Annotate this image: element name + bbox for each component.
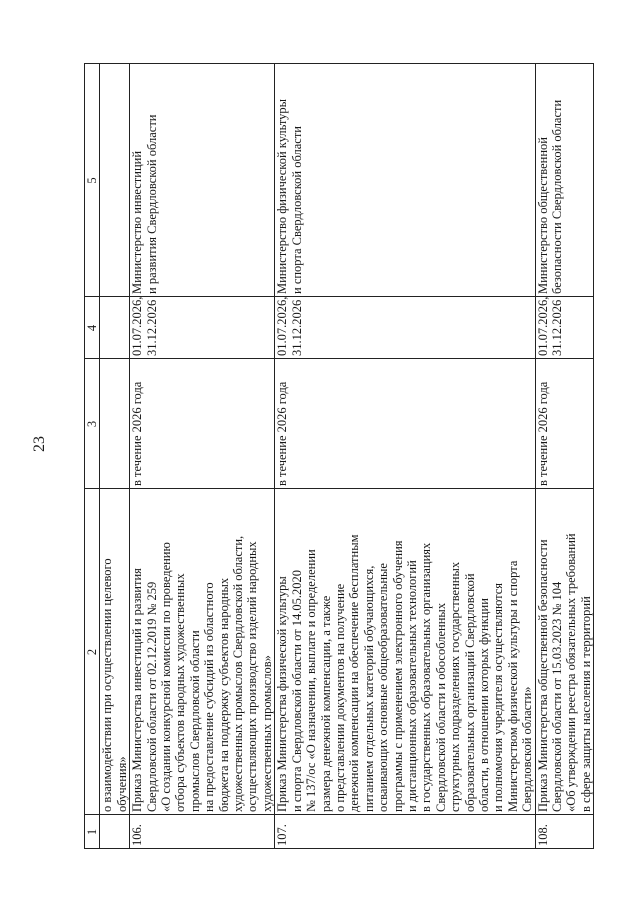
term-cell: в течение 2026 года xyxy=(275,359,535,489)
responsible-cell: Министерство физической культуры и спорта Свердловской области xyxy=(275,64,535,297)
document-cell: Приказ Министерства физической культуры и спорта Свердловской области от 14.05.2020 № 137/ос «О назначении, выплате и определении размера денежной компенсации, а также о представлении документов на получение денежной компенсации на обеспечение бесплатным питанием отдельных категорий обучающихся, осваивающих основные общеобразовательные программы с применением электронного обучения и дистанционных образовательных технологий в государственных образовательных организациях Свердловской области и обособленных структурных подразделениях государственных образовательных организаций Свердловской области, в отношении которых функции и полномочия учредителя осуществляются Министерством физической культуры и спорта Свердловской области» xyxy=(275,489,535,815)
header-row xyxy=(85,64,100,849)
table-row xyxy=(130,64,275,849)
responsible-cell: Министерство инвестиций и развития Свердловской области xyxy=(130,64,275,297)
term-cell: в течение 2026 года xyxy=(130,359,275,489)
table-row xyxy=(275,64,535,849)
document-cell: Приказ Министерства инвестиций и развития Свердловской области от 02.12.2019 № 259 «О создании конкурсной комиссии по проведению отбора субъектов народных художественных промыслов Свердловской области на предоставление субсидий из областного бюджета на поддержку субъектов народных художественных промыслов Свердловской области, осуществляющих производство изделий народных художественных промыслов» xyxy=(130,489,275,815)
document-cell: Приказ Министерства общественной безопасности Свердловской области от 15.03.2023 № 104 «Об утверждении реестра обязательных требований в сфере защиты населения и территорий xyxy=(535,489,594,815)
term-cell: в течение 2026 года xyxy=(535,359,594,489)
document-table xyxy=(84,63,594,849)
row-number: 107. xyxy=(275,815,535,849)
header-col-5: 5 xyxy=(85,64,100,297)
table-row xyxy=(535,64,594,849)
row-number: 108. xyxy=(535,815,594,849)
header-col-4: 4 xyxy=(85,297,100,359)
header-col-3: 3 xyxy=(85,359,100,489)
continuation-row xyxy=(100,64,130,849)
page-number: 23 xyxy=(31,436,48,452)
dates-cell: 01.07.2026, 31.12.2026 xyxy=(275,297,535,359)
continuation-text: о взаимодействии при осуществлении целевого обучения» xyxy=(100,489,130,815)
dates-cell: 01.07.2026, 31.12.2026 xyxy=(130,297,275,359)
header-col-1: 1 xyxy=(85,815,100,849)
responsible-cell: Министерство общественной безопасности Свердловской области xyxy=(535,64,594,297)
document-table-wrapper xyxy=(84,64,594,849)
row-number: 106. xyxy=(130,815,275,849)
dates-cell: 01.07.2026, 31.12.2026 xyxy=(535,297,594,359)
header-col-2: 2 xyxy=(85,489,100,815)
